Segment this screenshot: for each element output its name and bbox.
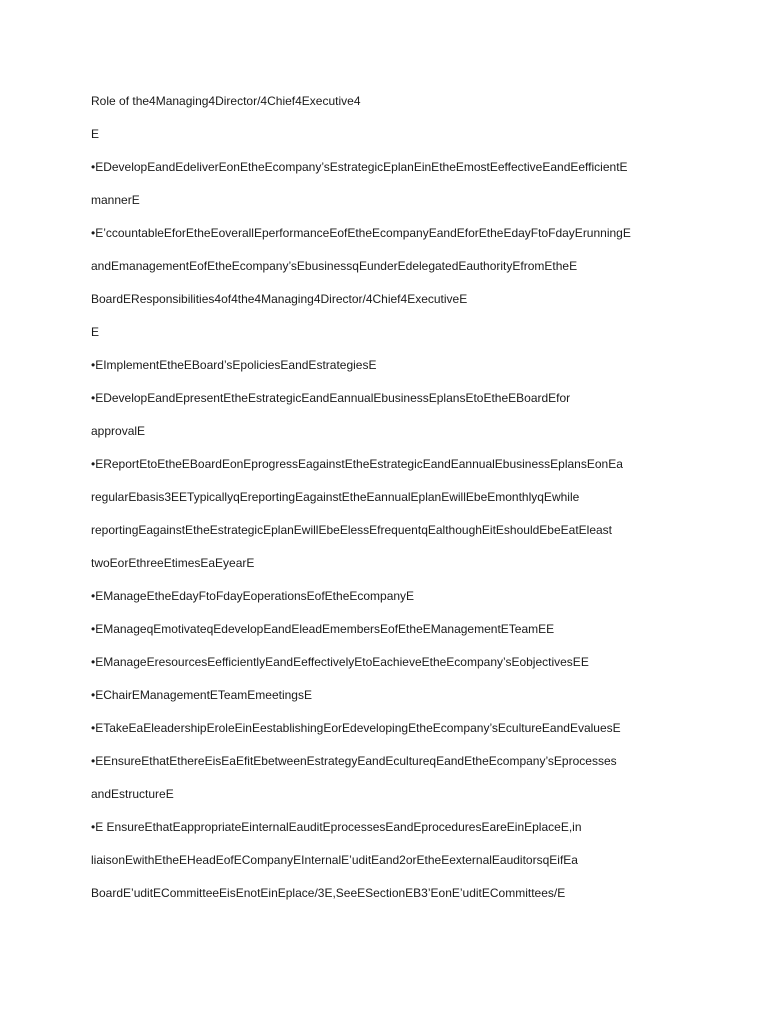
text-line: E — [91, 325, 100, 339]
text-line: E — [91, 127, 100, 141]
bullet-line: •ETakeEaEleadershipEroleEinEestablishingEorEdevelopingEtheEcompany’sEcultureEandEvaluesE — [91, 721, 621, 735]
text-line: liaisonEwithEtheEHeadEofECompanyEInternalE’uditEand2orEtheEexternalEauditorsqEifEa — [91, 853, 578, 867]
bullet-line: •EManageEtheEdayFtoFdayEoperationsEofEtheEcompanyE — [91, 589, 415, 603]
bullet-line: •EDevelopEandEdeliverEonEtheEcompany’sEstrategicEplanEinEtheEmostEeffectiveEandEefficientE — [91, 160, 628, 174]
text-line: regularEbasis3EETypicallyqEreportingEagainstEtheEannualEplanEwillEbeEmonthlyqEwhile — [91, 490, 580, 504]
text-line: andEmanagementEofEtheEcompany’sEbusinessqEunderEdelegatedEauthorityEfromEtheE — [91, 259, 578, 273]
bullet-line: •EDevelopEandEpresentEtheEstrategicEandEannualEbusinessEplansEtoEtheEBoardEfor — [91, 391, 571, 405]
text-line: reportingEagainstEtheEstrategicEplanEwillEbeElessEfrequentqEalthoughEitEshouldEbeEatEleast — [91, 523, 612, 537]
document-heading: Role of the4Managing4Director/4Chief4Executive4 — [91, 94, 361, 108]
text-line: twoEorEthreeEtimesEaEyearE — [91, 556, 255, 570]
bullet-line: •EReportEtoEtheEBoardEonEprogressEagainstEtheEstrategicEandEannualEbusinessEplansEonEa — [91, 457, 623, 471]
bullet-line: •EEnsureEthatEthereEisEaEfitEbetweenEstrategyEandEcultureqEandEtheEcompany’sEprocesses — [91, 754, 617, 768]
section-heading: BoardEResponsibilities4of4the4Managing4Director/4Chief4ExecutiveE — [91, 292, 468, 306]
bullet-line: •EManageqEmotivateqEdevelopEandEleadEmembersEofEtheEManagementETeamEE — [91, 622, 555, 636]
text-line: approvalE — [91, 424, 146, 438]
text-line: BoardE’uditECommitteeEisEnotEinEplace/3E,SeeESectionEB3’EonE’uditECommittees/E — [91, 886, 566, 900]
bullet-line: •EManageEresourcesEefficientlyEandEeffectivelyEtoEachieveEtheEcompany’sEobjectivesEE — [91, 655, 589, 669]
bullet-line: •E EnsureEthatEappropriateEinternalEauditEprocessesEandEproceduresEareEinEplaceE,in — [91, 820, 582, 834]
text-line: andEstructureE — [91, 787, 174, 801]
bullet-line: •E’ccountableEforEtheEoverallEperformanceEofEtheEcompanyEandEforEtheEdayFtoFdayErunningE — [91, 226, 631, 240]
bullet-line: •EChairEManagementETeamEmeetingsE — [91, 688, 312, 702]
document-body — [91, 90, 691, 915]
bullet-line: •EImplementEtheEBoard’sEpoliciesEandEstrategiesE — [91, 358, 377, 372]
text-line: mannerE — [91, 193, 140, 207]
